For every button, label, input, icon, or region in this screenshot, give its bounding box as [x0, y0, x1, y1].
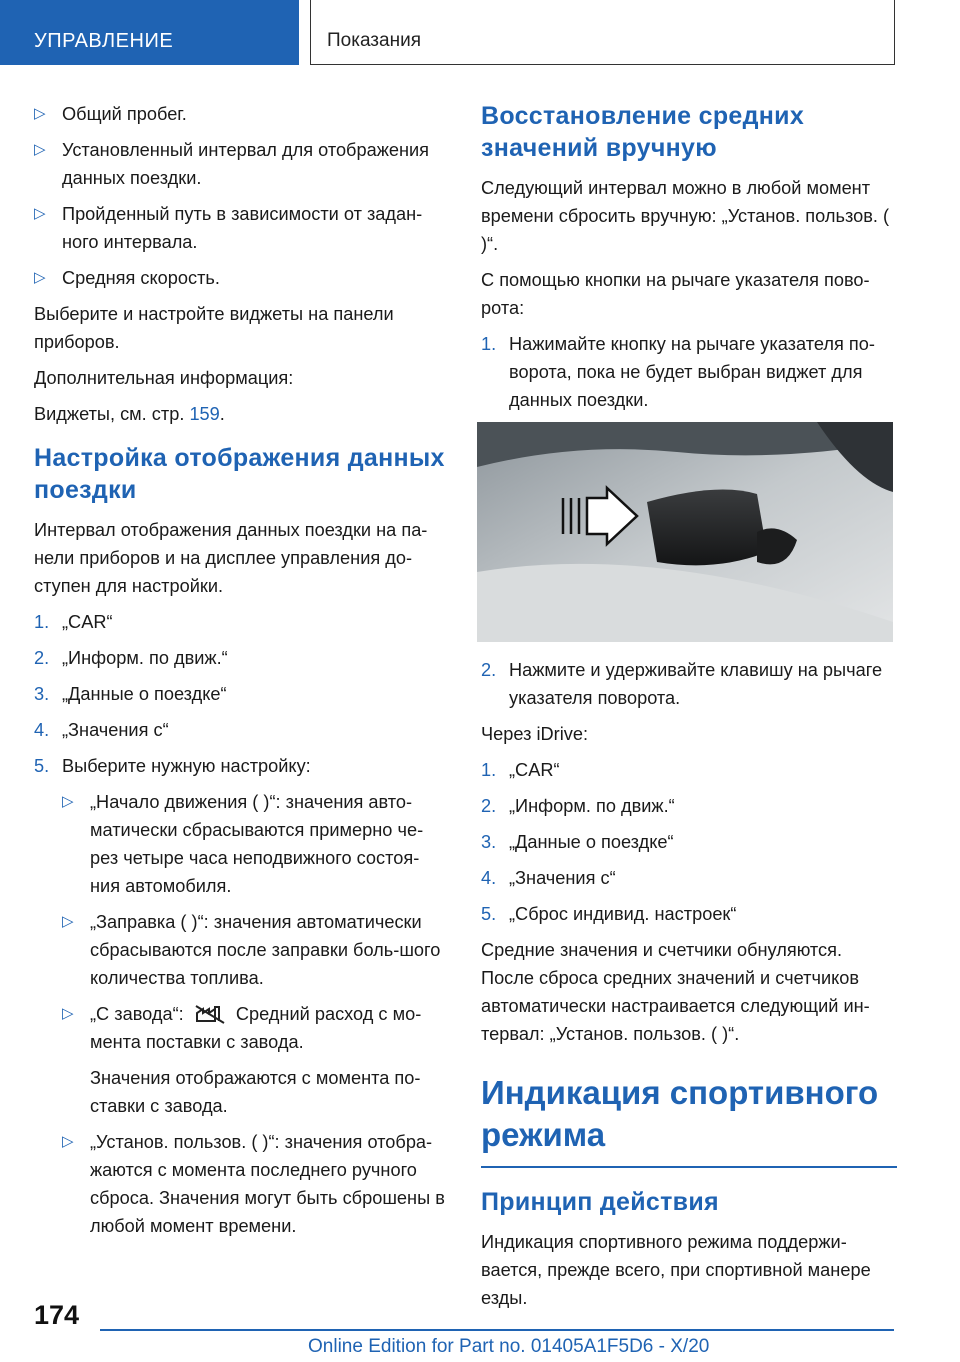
list-item: 4. „Значения с“ [481, 868, 616, 888]
options-list [62, 788, 448, 1240]
paragraph: Выберите и настройте виджеты на панели приборов. [34, 304, 394, 352]
paragraph: Виджеты, см. стр. 159. [34, 404, 225, 424]
list-item: 4. „Значения с“ [34, 720, 169, 740]
heading-divider [481, 1166, 897, 1168]
list-item: 1. „CAR“ [34, 612, 113, 632]
factory-icon [193, 1003, 227, 1025]
list-item: ▷ „С завода“: Средний расход с мо-мента поставки с завода. [62, 1000, 448, 1056]
list-item: 3. „Данные о поездке“ [34, 684, 227, 704]
paragraph: Индикация спортивного режима поддержи-вается, прежде всего, при спортивной манере езды. [481, 1232, 871, 1308]
chapter-heading: Индикация спортивного режима [481, 1074, 879, 1153]
turn-signal-lever-photo [477, 422, 893, 642]
list-item: ▷ Средняя скорость. [34, 264, 448, 292]
list-item: 5. „Сброс индивид. настроек“ [481, 904, 737, 924]
triangle-right-icon: ▷ [34, 105, 46, 122]
right-column [481, 100, 897, 1320]
header-chapter-title: Показания [327, 30, 421, 51]
header-chapter-tab [310, 0, 895, 65]
paragraph: Средние значения и счетчики обнуляются. После сброса средних значений и счетчиков автоматически настраивается следующий ин-тервал: „Установ. пользов. ( )“. [481, 940, 870, 1044]
list-item: ▷ Установленный интервал для отображения данных поездки. [34, 136, 448, 192]
list-item: ▷ „Установ. пользов. ( )“: значения отобра-жаются с момента последнего ручного сброса. Значения могут быть сброшены в любой момент времени. [62, 1128, 448, 1240]
paragraph: С помощью кнопки на рычаге указателя пово-рота: [481, 270, 870, 318]
triangle-right-icon: ▷ [62, 793, 74, 810]
list-item: ▷ Пройденный путь в зависимости от задан-ного интервала. [34, 200, 448, 256]
triangle-right-icon: ▷ [34, 205, 46, 222]
page-link[interactable]: 159 [189, 404, 220, 424]
paragraph: Следующий интервал можно в любой момент времени сбросить вручную: „Установ. пользов. ( )“. [481, 178, 890, 254]
triangle-right-icon: ▷ [62, 913, 74, 930]
list-item: 2. Нажмите и удерживайте клавишу на рычаге указателя поворота. [481, 660, 883, 708]
list-item: 2. „Информ. по движ.“ [34, 648, 228, 668]
footer-divider [100, 1329, 894, 1331]
section-heading: Восстановление средних значений вручную [481, 102, 805, 162]
header-section-tab [0, 0, 299, 65]
page-number: 174 [34, 1300, 80, 1330]
list-item: ▷ „Начало движения ( )“: значения авто-матически сбрасываются примерно че-рез четыре часа неподвижного состоя-ния автомобиля. [62, 788, 448, 900]
paragraph: Через iDrive: [481, 724, 588, 744]
section-heading: Настройка отображения данных поездки [34, 444, 445, 504]
triangle-right-icon: ▷ [34, 269, 46, 286]
paragraph: Дополнительная информация: [34, 368, 294, 388]
triangle-right-icon: ▷ [62, 1133, 74, 1150]
list-item: 2. „Информ. по движ.“ [481, 796, 675, 816]
list-item: 3. „Данные о поездке“ [481, 832, 674, 852]
list-item: ▷ Общий пробег. [34, 100, 448, 128]
triangle-right-icon: ▷ [34, 141, 46, 158]
list-item: 1. Нажимайте кнопку на рычаге указателя по-ворота, пока не будет выбран виджет для данных поездки. [481, 334, 875, 410]
section-heading: Принцип действия [481, 1188, 719, 1216]
paragraph: Интервал отображения данных поездки на па-нели приборов и на дисплее управления до-ступен для настройки. [34, 520, 428, 596]
footer-edition: Online Edition for Part no. 01405A1F5D6 - X/20 [308, 1336, 710, 1357]
paragraph: Значения отображаются с момента по-ставки с завода. [90, 1068, 421, 1116]
header-section-title: УПРАВЛЕНИЕ [34, 30, 174, 52]
list-item: 1. „CAR“ [481, 760, 560, 780]
left-column [34, 100, 448, 1248]
list-item: 5. Выберите нужную настройку: [34, 756, 311, 776]
list-item: ▷ „Заправка ( )“: значения автоматически сбрасываются после заправки боль-шого количества топлива. [62, 908, 448, 992]
triangle-right-icon: ▷ [62, 1005, 74, 1022]
